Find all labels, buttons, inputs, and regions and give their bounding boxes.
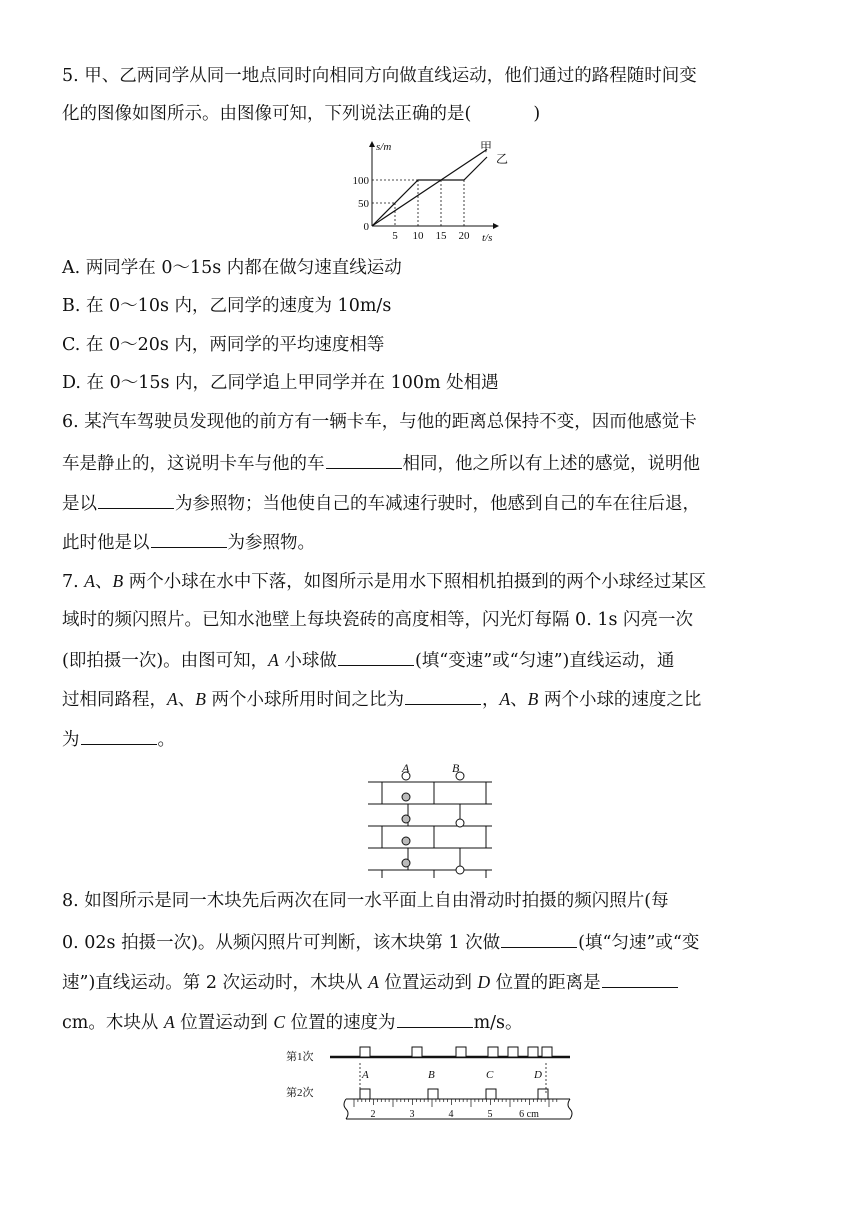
q5-series-line-jia [372,149,487,226]
q8-text: 0. 02s 拍摄一次)。从频闪照片可判断，该木块第 1 次做 [62,933,501,953]
q7-text: 、 [94,572,113,592]
q7-ball-a [402,837,410,845]
q8-text: cm。木块从 [62,1013,164,1033]
q8-strobe-figure [284,1043,584,1123]
q8-line3 [62,969,802,995]
q5-legend-jia: 甲 [480,140,493,154]
q7-ball-b [456,866,464,874]
q8-run2-block [486,1089,496,1099]
q8-ruler-label: 3 [409,1109,415,1120]
q7-strobe-figure [368,760,492,878]
q8-run1-label: 第1次 [286,1051,314,1063]
q7-text: 。 [157,730,175,750]
q7-line4 [62,686,802,712]
q7-fig-label-a: A [402,761,410,775]
q8-run1-block [508,1047,518,1057]
q7-text: 过相同路程， [62,690,167,710]
q7-var-b: B [112,571,124,591]
q8-pos-b: B [428,1069,435,1081]
q6-text: 为参照物；当他使自己的车减速行驶时，他感到自己的车在往后退， [175,494,700,514]
q7-var-a: A [167,689,178,709]
q8-ruler-label: 5 [487,1109,493,1120]
q8-text: (填“匀速”或“变 [578,933,700,953]
q7-ball-a [402,793,410,801]
q8-blank-3[interactable] [397,1009,473,1028]
q5-x-tick-label: 10 [412,230,424,242]
q8-run2-block [538,1089,548,1099]
q7-var-b: B [195,689,206,709]
q8-run1-block [488,1047,498,1057]
q7-line3 [62,647,802,673]
q6-text: 为参照物。 [227,533,315,553]
q8-run1-block [542,1047,552,1057]
q7-line5 [62,726,802,752]
q8-blank-1[interactable] [501,929,577,948]
q5-y-tick-label: 100 [352,175,369,187]
q6-line1: 6. 某汽车驾驶员发现他的前方有一辆卡车，与他的距离总保持不变，因而他感觉卡 [62,412,697,432]
q5-option-c[interactable]: C. 在 0～20s 内，两同学的平均速度相等 [62,335,385,355]
q7-blank-1[interactable] [338,647,414,666]
q7-fig-label-b: B [452,761,460,775]
q5-option-d[interactable]: D. 在 0～15s 内，乙同学追上甲同学并在 100m 处相遇 [62,373,499,393]
q5-line2 [62,102,802,126]
q7-text: ， [481,690,500,710]
q6-blank-2[interactable] [98,490,174,509]
q7-text: 两个小球所用时间之比为 [205,690,404,710]
q8-run1-block [360,1047,370,1057]
q7-ball-b [456,819,464,827]
q8-text: 位置运动到 [378,973,478,993]
q8-blank-2[interactable] [602,969,678,988]
q8-pos-c: C [486,1069,494,1081]
q8-ruler-label: 6 cm [519,1109,539,1120]
q8-run2-block [428,1089,438,1099]
q5-distance-time-graph [350,138,520,248]
q8-text: m/s。 [473,1013,523,1033]
q6-text: 车是静止的，这说明卡车与他的车 [62,454,325,474]
q7-blank-2[interactable] [405,686,481,705]
q8-run1-block [456,1047,466,1057]
q6-blank-1[interactable] [326,450,402,469]
q7-ball-a [402,859,410,867]
q7-ball-a [402,815,410,823]
q8-line4 [62,1009,802,1035]
q7-text: 两个小球在水中下落，如图所示是用水下照相机拍摄到的两个小球经过某区 [123,572,707,592]
q8-var-a: A [163,1012,175,1032]
q6-text: 相同，他之所以有上述的感觉，说明他 [402,454,700,474]
q8-run1-block [412,1047,422,1057]
q7-text: (即拍摄一次)。由图可知， [62,651,269,671]
q6-text: 此时他是以 [62,533,150,553]
q7-text: (填“变速”或“匀速”)直线运动，通 [414,651,675,671]
q6-blank-3[interactable] [151,529,227,548]
q5-line1: 5. 甲、乙两同学从同一地点同时向相同方向做直线运动，他们通过的路程随时间变 [62,66,697,86]
q8-var-d: D [477,972,491,992]
q7-var-a: A [499,689,511,709]
q7-text: 、 [177,690,196,710]
q5-x-tick-label: 15 [435,230,447,242]
q8-run2-block [360,1089,370,1099]
q8-line1: 8. 如图所示是同一木块先后两次在同一水平面上自由滑动时拍摄的频闪照片(每 [62,891,669,911]
q7-var-b: B [527,689,539,709]
q8-text: 速”)直线运动。第 2 次运动时，木块从 [62,973,369,993]
q5-stem-end: 化的图像如图所示。由图像可知，下列说法正确的是( [62,104,472,124]
q7-line2: 域时的频闪照片。已知水池壁上每块瓷砖的高度相等，闪光灯每隔 0. 1s 闪亮一次 [62,610,693,630]
q6-line2 [62,450,802,476]
q5-series-line-yi [372,157,487,226]
q8-text: 位置的距离是 [490,973,601,993]
q5-ylabel: s/m [376,141,392,153]
q8-ruler-label: 4 [448,1109,454,1120]
q7-line1 [62,569,802,594]
q5-y-tick-label: 0 [363,221,369,233]
q7-text: 小球做 [278,651,337,671]
q5-option-a[interactable]: A. 两同学在 0～15s 内都在做匀速直线运动 [62,258,402,278]
q8-run1-block [528,1047,538,1057]
q5-xlabel: t/s [482,232,493,244]
q7-text: 7. [62,572,85,592]
q6-line3 [62,490,802,516]
q6-line4 [62,529,802,555]
q8-var-c: C [273,1012,285,1032]
q8-text: 位置运动到 [174,1013,274,1033]
q8-ruler-label: 2 [370,1109,376,1120]
q8-text: 位置的速度为 [285,1013,396,1033]
q7-var-a: A [84,571,95,591]
q7-blank-3[interactable] [81,726,157,745]
q7-var-a: A [268,650,279,670]
q5-y-tick-label: 50 [358,198,369,210]
q8-run2-label: 第2次 [286,1087,314,1099]
q7-text: 、 [510,690,528,710]
q8-line2 [62,929,802,955]
q8-pos-d: D [534,1069,542,1081]
q8-pos-a: A [362,1069,369,1081]
q7-text: 为 [62,730,80,750]
q5-x-tick-label: 20 [458,230,470,242]
q8-var-a: A [368,972,379,992]
q5-x-tick-label: 5 [392,230,398,242]
q5-option-b[interactable]: B. 在 0～10s 内，乙同学的速度为 10m/s [62,296,392,316]
q7-text: 两个小球的速度之比 [538,690,702,710]
q5-legend-yi: 乙 [496,152,509,166]
q6-text: 是以 [62,494,97,514]
q5-paren-close: ) [533,104,541,124]
